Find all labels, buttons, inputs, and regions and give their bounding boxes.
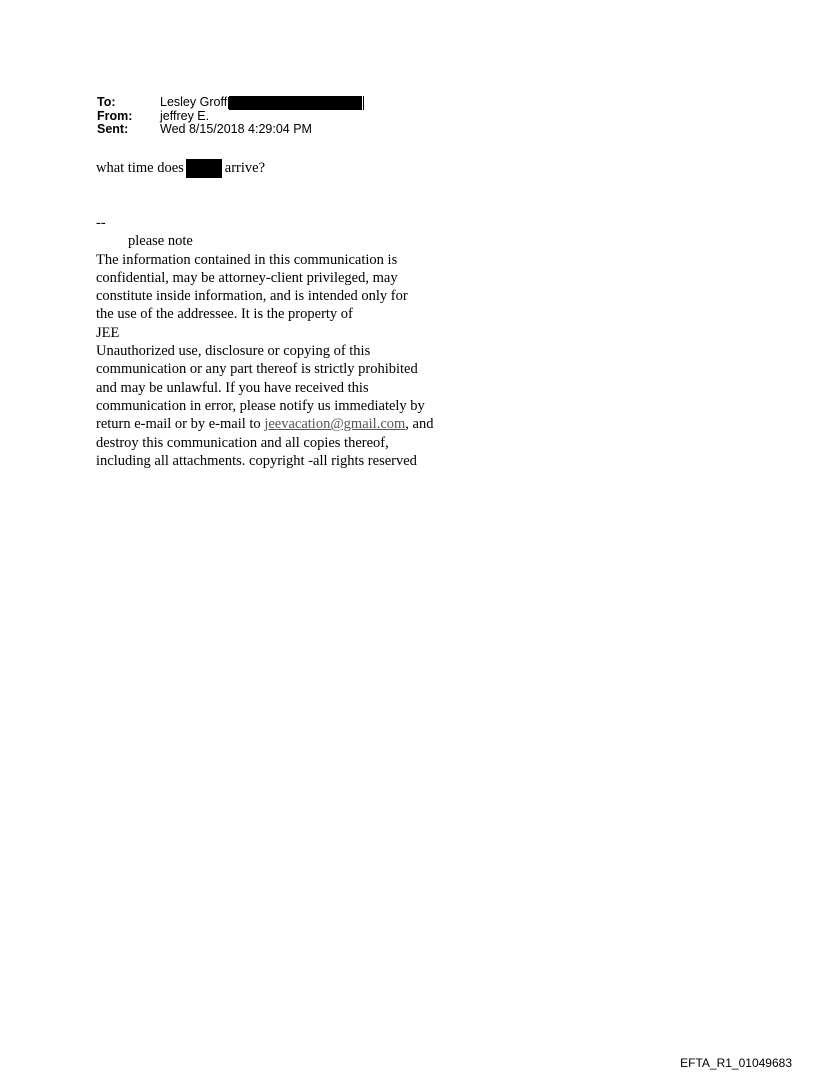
document-id: EFTA_R1_01049683 — [680, 1056, 792, 1070]
to-value: Lesley Groff — [160, 95, 228, 109]
question-text-after: arrive? — [224, 160, 266, 177]
to-label: To: — [97, 95, 116, 109]
from-label: From: — [97, 108, 133, 123]
email-header — [97, 96, 364, 137]
signature-dashes: -- — [96, 215, 106, 231]
email-signature — [96, 214, 433, 470]
from-value: jeffrey E. — [160, 108, 210, 123]
disclaimer-line: confidential, may be attorney-client privileged, may — [96, 269, 398, 286]
return-prefix: return e-mail or by e-mail to — [96, 416, 265, 433]
question-text-before: what time does — [96, 160, 184, 177]
email-link[interactable]: jeevacation@gmail.com — [264, 416, 406, 433]
redacted-name-block — [186, 159, 222, 178]
redacted-email-block — [229, 96, 362, 110]
from-row — [97, 110, 364, 124]
to-row — [97, 96, 364, 110]
disclaimer-line: including all attachments. copyright -all rights reserved — [96, 452, 417, 469]
disclaimer-line: Unauthorized use, disclosure or copying of this — [96, 343, 371, 360]
disclaimer-line: The information contained in this communication is — [96, 251, 398, 268]
sent-row — [97, 123, 364, 137]
disclaimer-line: communication or any part thereof is strictly prohibited — [96, 361, 418, 378]
message-body — [96, 159, 265, 178]
disclaimer-return-line — [96, 415, 433, 433]
sent-value: Wed 8/15/2018 4:29:04 PM — [160, 122, 312, 136]
disclaimer-line: JEE — [96, 324, 120, 341]
disclaimer-line: the use of the addressee. It is the property of — [96, 306, 353, 323]
return-suffix: , and — [405, 416, 434, 433]
disclaimer-line: destroy this communication and all copies thereof, — [96, 434, 389, 451]
please-note: please note — [128, 233, 193, 250]
to-bracket-end — [363, 96, 364, 110]
disclaimer-line: and may be unlawful. If you have received this — [96, 379, 369, 396]
disclaimer-line: communication in error, please notify us immediately by — [96, 397, 425, 414]
disclaimer-line: constitute inside information, and is intended only for — [96, 288, 408, 305]
sent-label: Sent: — [97, 122, 129, 136]
